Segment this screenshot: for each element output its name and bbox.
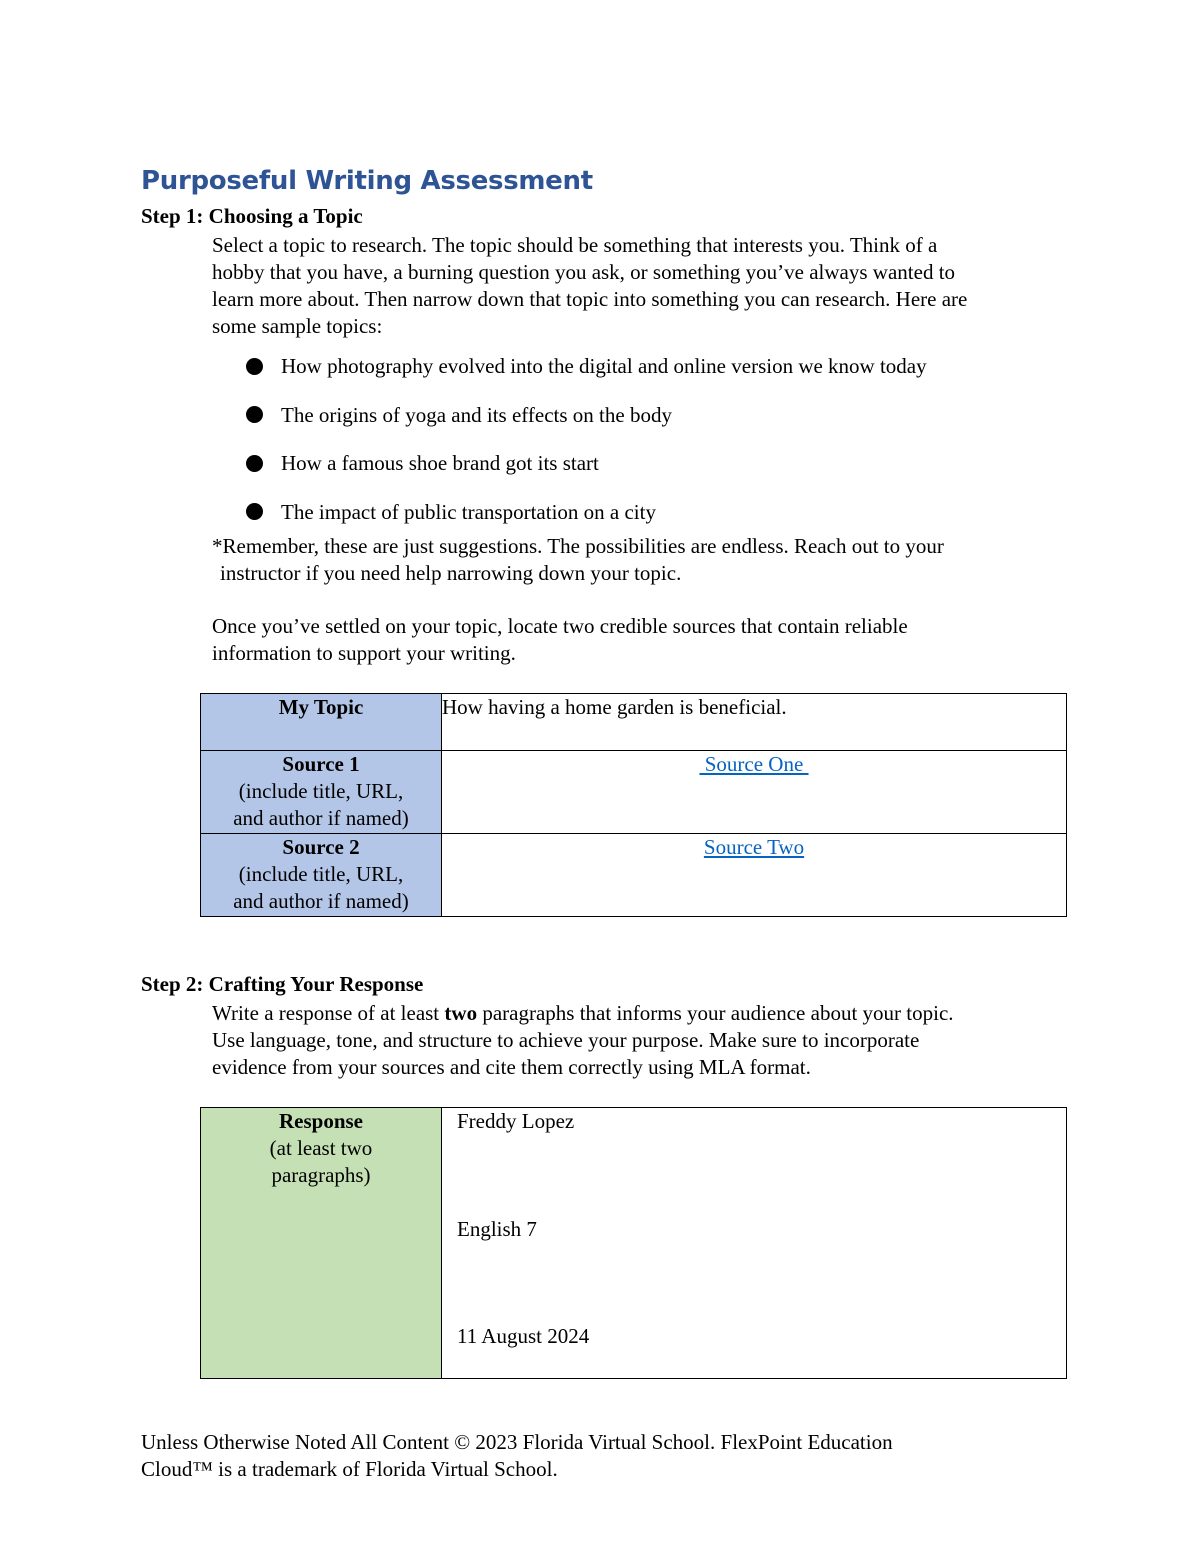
- step2-line: evidence from your sources and cite them correctly using MLA format.: [212, 1055, 811, 1079]
- table-row: [201, 751, 1067, 834]
- step2-heading: Step 2: Crafting Your Response: [141, 972, 424, 996]
- list-item: [246, 352, 927, 401]
- intro-line: learn more about. Then narrow down that topic into something you can research. Here are: [212, 287, 968, 311]
- source-two-link[interactable]: Source Two: [703, 835, 805, 859]
- response-hint: (at least two: [269, 1136, 373, 1160]
- footer-copyright: [141, 1429, 1041, 1483]
- sample-topic: The impact of public transportation on a city: [281, 499, 656, 524]
- my-topic-value: How having a home garden is beneficial.: [442, 695, 787, 719]
- source1-label: Source 1: [282, 752, 360, 776]
- reminder-line: instructor if you need help narrowing down your topic.: [220, 561, 682, 585]
- bullet-icon: [246, 358, 263, 375]
- source1-label-cell: [201, 751, 442, 834]
- course-name: English 7: [457, 1217, 537, 1241]
- reminder-note: [212, 533, 1072, 587]
- source2-hint: (include title, URL,: [238, 862, 404, 886]
- source2-label: Source 2: [282, 835, 360, 859]
- sample-topic: How photography evolved into the digital and online version we know today: [281, 354, 927, 378]
- step1-intro: [212, 232, 1082, 340]
- list-item: [246, 449, 927, 498]
- source1-hint: and author if named): [233, 806, 409, 830]
- submission-date: 11 August 2024: [457, 1324, 590, 1348]
- table-row: [201, 1108, 1067, 1379]
- intro-line: hobby that you have, a burning question you ask, or something you’ve always wanted to: [212, 260, 956, 284]
- list-item: [246, 401, 927, 450]
- footer-line: Cloud™ is a trademark of Florida Virtual School.: [141, 1457, 558, 1481]
- student-name: Freddy Lopez: [457, 1109, 575, 1133]
- source2-label-cell: [201, 834, 442, 917]
- table-row: [201, 694, 1067, 751]
- intro-line: some sample topics:: [212, 314, 383, 338]
- sample-topic: How a famous shoe brand got its start: [281, 451, 599, 475]
- response-value-cell[interactable]: [442, 1108, 1067, 1379]
- step2-instructions: [212, 1000, 1082, 1081]
- table-row: [201, 834, 1067, 917]
- source2-hint: and author if named): [233, 889, 409, 913]
- source1-value-cell: [442, 751, 1067, 834]
- intro-line: Select a topic to research. The topic should be something that interests you. Think of a: [212, 233, 938, 257]
- step2-text: paragraphs that informs your audience about your topic.: [477, 1001, 954, 1025]
- reminder-line: *Remember, these are just suggestions. The possibilities are endless. Reach out to your: [212, 534, 944, 558]
- topic-sources-table: [200, 693, 1067, 917]
- page-title: Purposeful Writing Assessment: [141, 166, 593, 196]
- source2-value-cell: [442, 834, 1067, 917]
- my-topic-label-cell: [201, 694, 442, 751]
- sources-line: information to support your writing.: [212, 641, 516, 665]
- sources-instruction: [212, 613, 1082, 667]
- my-topic-label: My Topic: [278, 695, 364, 719]
- step2-line: [212, 1000, 1082, 1027]
- step2-emphasis: two: [444, 1001, 478, 1025]
- response-label-cell: [201, 1108, 442, 1379]
- sample-topic: The origins of yoga and its effects on the body: [281, 402, 672, 427]
- step2-text: Write a response of at least: [212, 1001, 445, 1025]
- step2-line: Use language, tone, and structure to achieve your purpose. Make sure to incorporate: [212, 1028, 920, 1052]
- source1-hint: (include title, URL,: [238, 779, 404, 803]
- bullet-icon: [246, 503, 263, 520]
- sample-topics-list: [246, 352, 927, 546]
- response-table: [200, 1107, 1067, 1379]
- footer-line: Unless Otherwise Noted All Content © 2023 Florida Virtual School. FlexPoint Education: [141, 1430, 893, 1454]
- step1-heading: Step 1: Choosing a Topic: [141, 204, 363, 228]
- response-hint: paragraphs): [271, 1163, 371, 1187]
- sources-line: Once you’ve settled on your topic, locate two credible sources that contain reliable: [212, 614, 908, 638]
- my-topic-value-cell[interactable]: [442, 694, 1067, 751]
- source-one-link[interactable]: Source One: [699, 752, 809, 776]
- response-label: Response: [278, 1109, 363, 1133]
- bullet-icon: [246, 406, 263, 423]
- bullet-icon: [246, 455, 263, 472]
